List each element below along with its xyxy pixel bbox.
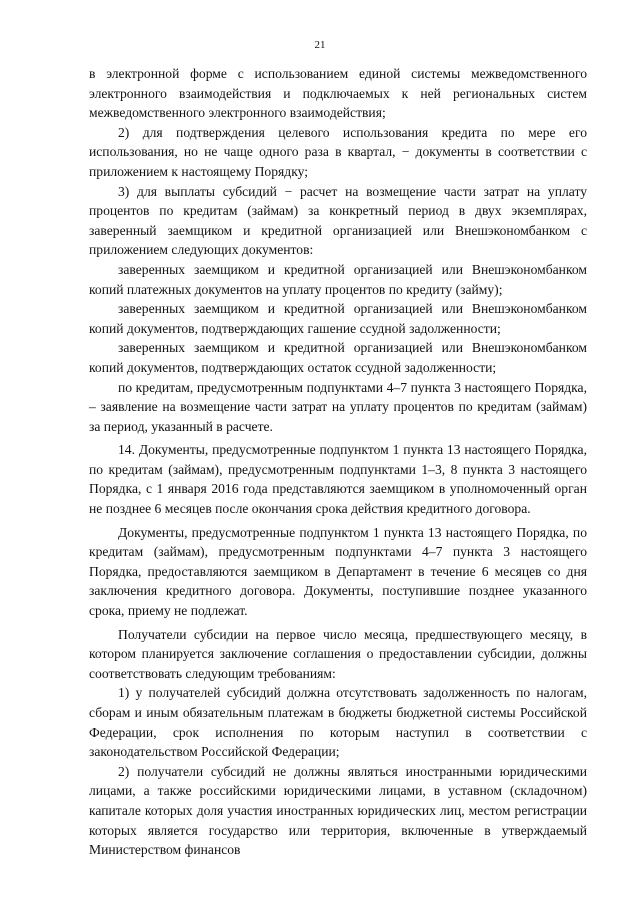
paragraph-requirement-1-no-debt: 1) у получателей субсидий должна отсутствовать задолженность по налогам, сборам и иным обязательным платежам в бюджеты бюджетной системы Российской Федерации, срок исполнения по которым наступил в соответствии с законодательством Российской Федерации;: [89, 685, 587, 760]
paragraph-item-2-target-use: 2) для подтверждения целевого использования кредита по мере его использования, но не чаще одного раза в квартал, − документы в соответствии с приложением к настоящему Порядку;: [89, 124, 587, 179]
paragraph-item-14: 14. Документы, предусмотренные подпунктом 1 пункта 13 настоящего Порядка, по кредитам (займам), предусмотренным подпунктами 1–3, 8 пункта 3 настоящего Порядка, с 1 января 2016 года представляются заемщиком в уполномоченный орган не позднее 6 месяцев после окончания срока действия кредитного договора.: [89, 442, 587, 517]
paragraph-item-3-subsidy-payment: 3) для выплаты субсидий − расчет на возмещение части затрат на уплату процентов по кредитам (займам) за конкретный период в двух экземплярах, заверенный заемщиком и кредитной организацией или Внешэкономбанком с приложением следующих документов:: [89, 183, 587, 258]
document-body: [89, 64, 587, 860]
paragraph-payment-documents: заверенных заемщиком и кредитной организацией или Внешэкономбанком копий платежных документов на уплату процентов по кредиту (займу);: [89, 261, 587, 297]
paragraph-requirement-2-not-foreign: 2) получатели субсидий не должны являться иностранными юридическими лицами, а также российскими юридическими лицами, в уставном (складочном) капитале которых доля участия иностранных юридических лиц, местом регистрации которых является государство или территория, включенные в утверждаемый Министерством финансов: [89, 763, 587, 858]
paragraph-documents-department: Документы, предусмотренные подпунктом 1 пункта 13 настоящего Порядка, по кредитам (займам), предусмотренным подпунктами 4–7 пункта 3 настоящего Порядка, предоставляются заемщиком в Департамент в течение 6 месяцев со дня заключения кредитного договора. Документы, поступившие позднее указанного срока, приему не подлежат.: [89, 524, 587, 619]
paragraph-application-4-7: по кредитам, предусмотренным подпунктами 4–7 пункта 3 настоящего Порядка, – заявление на возмещение части затрат на уплату процентов по кредитам (займам) за период, указанный в расчете.: [89, 379, 587, 434]
paragraph-electronic-form: в электронной форме с использованием единой системы межведомственного электронного взаимодействия и подключаемых к ней региональных систем межведомственного электронного взаимодействия;: [89, 66, 587, 121]
page-number: 21: [314, 39, 326, 51]
paragraph-recipient-requirements: Получатели субсидии на первое число месяца, предшествующего месяцу, в котором планируется заключение соглашения о предоставлении субсидии, должны соответствовать следующим требованиям:: [89, 626, 587, 681]
paragraph-loan-balance-documents: заверенных заемщиком и кредитной организацией или Внешэкономбанком копий документов, подтверждающих остаток ссудной задолженности;: [89, 340, 587, 375]
paragraph-loan-repayment-documents: заверенных заемщиком и кредитной организацией или Внешэкономбанком копий документов, подтверждающих гашение ссудной задолженности;: [89, 301, 587, 336]
